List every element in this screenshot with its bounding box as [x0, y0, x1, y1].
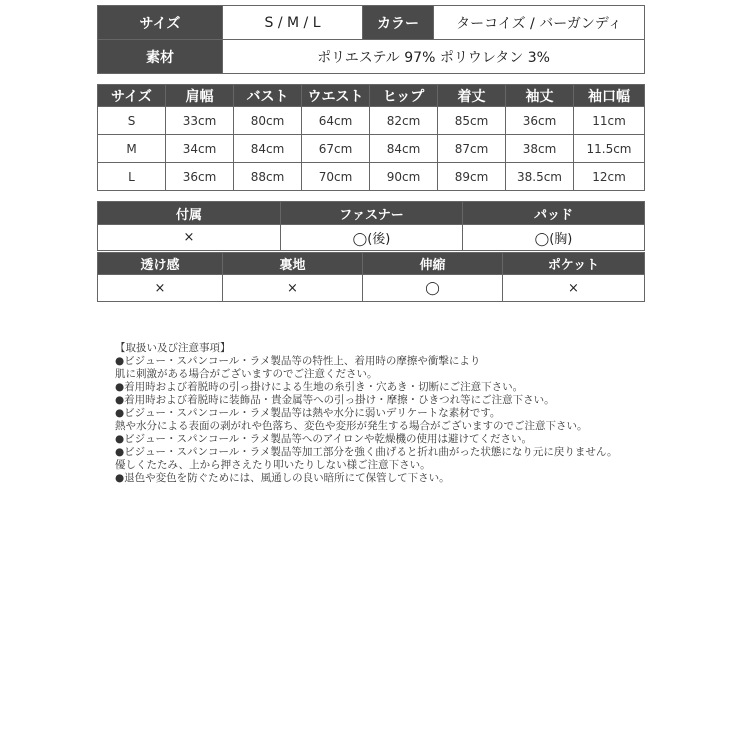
- table-cell: 82cm: [370, 107, 438, 135]
- table-cell: 12cm: [574, 163, 645, 191]
- table-cell: 36cm: [166, 163, 234, 191]
- note-line: ●着用時および着脱時に装飾品・貴金属等への引っ掛け・摩擦・ひきつれ等にご注意下さい。: [115, 394, 555, 406]
- column-header: 付属: [98, 202, 281, 225]
- column-header: 袖口幅: [574, 85, 645, 107]
- accessories-table: [97, 201, 645, 251]
- column-header: 伸縮: [363, 253, 503, 275]
- column-header: ポケット: [503, 253, 645, 275]
- table-cell: ◯: [363, 275, 503, 302]
- table-cell: 67cm: [302, 135, 370, 163]
- note-line: ●ビジュー・スパンコール・ラメ製品等の特性上、着用時の摩擦や衝撃により: [115, 355, 481, 367]
- table-cell: 34cm: [166, 135, 234, 163]
- table-cell: ×: [98, 275, 223, 302]
- note-line: ●ビジュー・スパンコール・ラメ製品等加工部分を強く曲げると折れ曲がった状態になり元に戻りません。: [115, 446, 618, 458]
- table-cell: 88cm: [234, 163, 302, 191]
- table-cell: 87cm: [438, 135, 506, 163]
- table-cell: 85cm: [438, 107, 506, 135]
- table-cell: 70cm: [302, 163, 370, 191]
- note-line: ●ビジュー・スパンコール・ラメ製品等へのアイロンや乾燥機の使用は避けてください。: [115, 433, 532, 445]
- table-cell: 84cm: [370, 135, 438, 163]
- table-row: [98, 225, 645, 251]
- column-header: 透け感: [98, 253, 223, 275]
- table-cell: 80cm: [234, 107, 302, 135]
- size-value: S / M / L: [223, 6, 363, 40]
- table-cell: 89cm: [438, 163, 506, 191]
- note-line: 肌に刺激がある場合がございますのでご注意ください。: [115, 368, 378, 380]
- note-line: 優しくたたみ、上から押さえたり叩いたりしない様ご注意下さい。: [115, 459, 431, 471]
- table-cell: 38.5cm: [506, 163, 574, 191]
- column-header: 袖丈: [506, 85, 574, 107]
- spec-row-material: [98, 40, 645, 74]
- table-cell: 33cm: [166, 107, 234, 135]
- table-cell: ×: [98, 225, 281, 251]
- column-header: バスト: [234, 85, 302, 107]
- column-header: 肩幅: [166, 85, 234, 107]
- note-line: ●ビジュー・スパンコール・ラメ製品等は熱や水分に弱いデリケートな素材です。: [115, 407, 501, 419]
- table-cell: ◯(後): [281, 225, 463, 251]
- note-line: ●着用時および着脱時の引っ掛けによる生地の糸引き・穴あき・切断にご注意下さい。: [115, 381, 524, 393]
- size-table: [97, 84, 645, 191]
- feel-table: [97, 252, 645, 302]
- column-header: ファスナー: [281, 202, 463, 225]
- notes-heading: 【取扱い及び注意事項】: [115, 342, 231, 354]
- table-cell: 11.5cm: [574, 135, 645, 163]
- feel-header: [98, 253, 645, 275]
- table-cell: 38cm: [506, 135, 574, 163]
- table-cell: 11cm: [574, 107, 645, 135]
- table-cell: 36cm: [506, 107, 574, 135]
- table-cell: ×: [503, 275, 645, 302]
- table-cell: 90cm: [370, 163, 438, 191]
- table-cell: ◯(胸): [463, 225, 645, 251]
- column-header: ウエスト: [302, 85, 370, 107]
- spec-table: [97, 5, 645, 74]
- material-label: 素材: [98, 40, 223, 74]
- table-row: [98, 275, 645, 302]
- note-line: ●退色や変色を防ぐためには、風通しの良い暗所にて保管して下さい。: [115, 472, 450, 484]
- note-line: 熱や水分による表面の剥がれや色落ち、変色や変形が発生する場合がございますのでご注意下さい。: [115, 420, 588, 432]
- table-cell: 64cm: [302, 107, 370, 135]
- column-header: 裏地: [223, 253, 363, 275]
- table-row: [98, 163, 645, 191]
- table-cell: L: [98, 163, 166, 191]
- table-cell: ×: [223, 275, 363, 302]
- size-table-header: [98, 85, 645, 107]
- care-notes: [115, 342, 675, 485]
- column-header: パッド: [463, 202, 645, 225]
- table-cell: M: [98, 135, 166, 163]
- column-header: 着丈: [438, 85, 506, 107]
- color-label: カラー: [363, 6, 434, 40]
- column-header: サイズ: [98, 85, 166, 107]
- table-row: [98, 107, 645, 135]
- table-cell: 84cm: [234, 135, 302, 163]
- size-label: サイズ: [98, 6, 223, 40]
- accessories-header: [98, 202, 645, 225]
- column-header: ヒップ: [370, 85, 438, 107]
- material-value: ポリエステル 97% ポリウレタン 3%: [223, 40, 645, 74]
- table-cell: S: [98, 107, 166, 135]
- color-value: ターコイズ / バーガンディ: [434, 6, 645, 40]
- spec-row-size-color: [98, 6, 645, 40]
- table-row: [98, 135, 645, 163]
